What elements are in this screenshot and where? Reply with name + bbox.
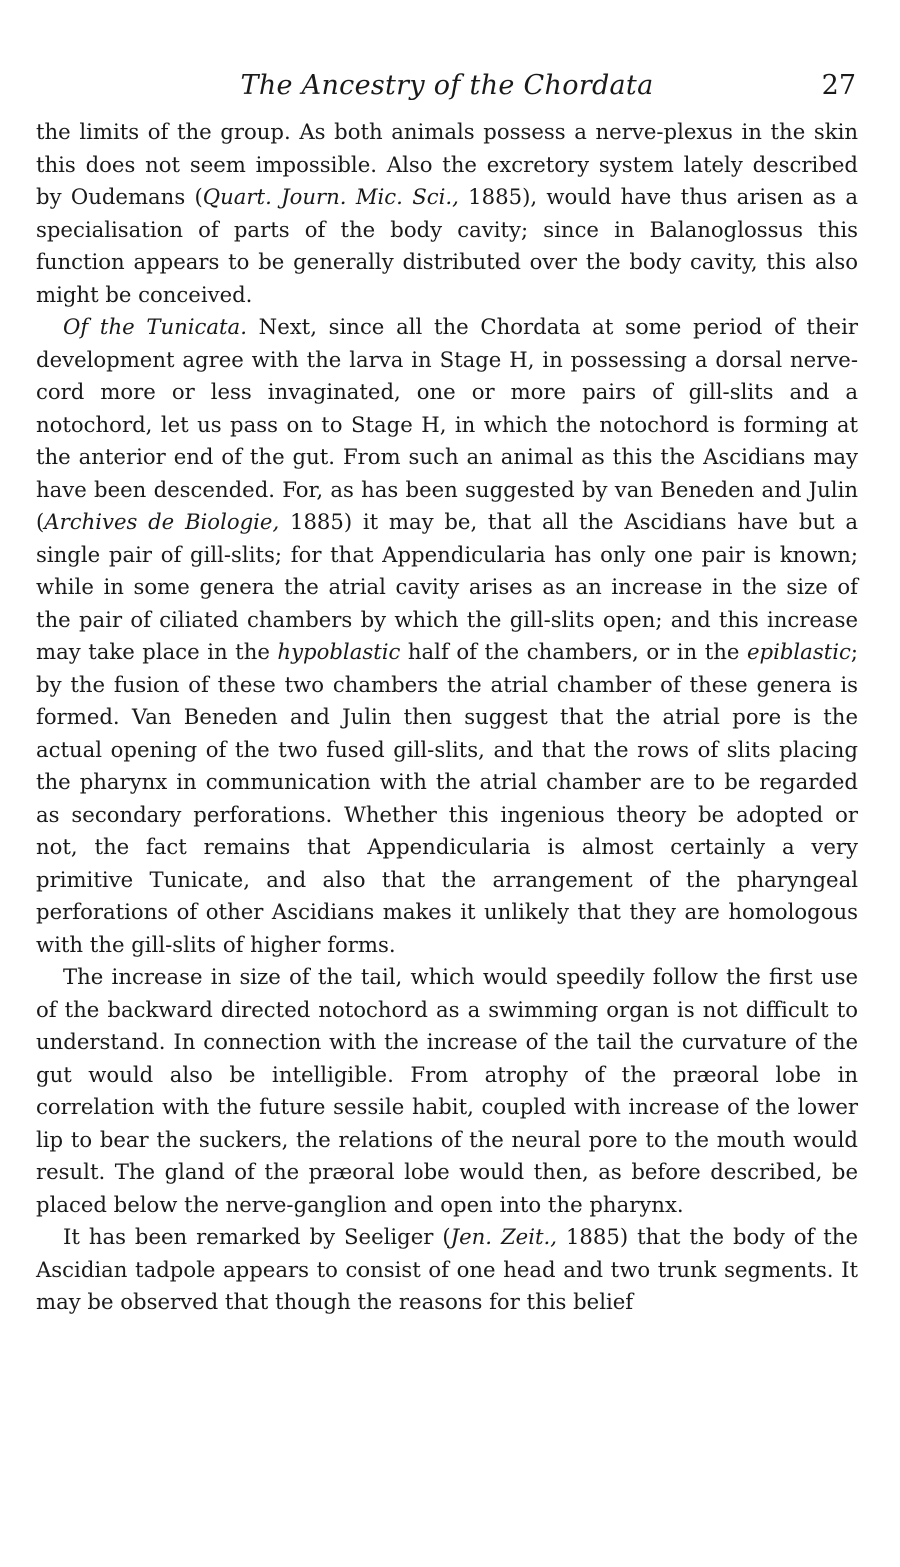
italic-run: Archives de Biologie,	[44, 509, 280, 534]
text-run: The increase in size of the tail, which would speedily follow the first use of the backward directed notochord as a swimming organ is not difficult to understand. In connection with the increase of the tail the curvature of the gut would also be intelligible. From atrophy of the præoral lobe in correlation with the future sessile habit, coupled with increase of the lower lip to bear the suckers, the relations of the neural pore to the mouth would result. The gland of the præoral lobe would then, as before described, be placed below the nerve-ganglion and open into the pharynx.	[36, 964, 858, 1217]
paragraph	[36, 116, 858, 311]
text-run: 1885), would have thus arisen as a specialisation of parts of the body cavity; since in Balanoglossus this function appears to be generally distributed over the body cavity, this also might be conceived.	[36, 184, 858, 307]
italic-run: Of the Tunicata.	[63, 314, 247, 339]
italic-run: epiblastic	[746, 639, 851, 664]
paragraph	[36, 311, 858, 961]
page-number: 27	[821, 70, 856, 101]
text-run: half of the chambers, or in the	[400, 639, 747, 664]
running-title: The Ancestry of the Chordata	[240, 70, 654, 101]
text-run: 1885) that the body of the Ascidian tadpole appears to consist of one head and two trunk segments. It may be observed that though the reasons for this belief	[36, 1224, 858, 1314]
italic-run: Jen. Zeit.,	[450, 1224, 557, 1249]
text-run: It has been remarked by Seeliger (	[63, 1224, 451, 1249]
running-header	[36, 70, 858, 116]
text-run: ; by the fusion of these two chambers the atrial chamber of these genera is formed. Van Beneden and Julin then suggest that the atrial pore is the actual opening of the two fused gill-slits, and that the rows of slits placing the pharynx in communication with the atrial chamber are to be regarded as secondary perforations. Whether this ingenious theory be adopted or not, the fact remains that Appendicularia is almost certainly a very primitive Tunicate, and also that the arrangement of the pharyngeal perforations of other Ascidians makes it unlikely that they are homologous with the gill-slits of higher forms.	[36, 639, 858, 957]
text-run: 1885) it may be, that all the Ascidians have but a single pair of gill-slits; for that Appendicularia has only one pair is known; while in some genera the atrial cavity arises as an increase in the size of the pair of ciliated chambers by which the gill-slits open; and this increase may take place in the	[36, 509, 858, 664]
text-run: the limits of the group. As both animals possess a nerve-plexus in the skin this does not seem impossible. Also the excretory system lately described by Oudemans (	[36, 119, 858, 209]
body-text	[36, 116, 858, 1319]
text-run: Next, since all the Chordata at some period of their development agree with the larva in Stage H, in possessing a dorsal nerve-cord more or less invaginated, one or more pairs of gill-slits and a notochord, let us pass on to Stage H, in which the notochord is forming at the anterior end of the gut. From such an animal as this the Ascidians may have been descended. For, as has been suggested by van Beneden and Julin (	[36, 314, 858, 534]
paragraph	[36, 961, 858, 1221]
book-page	[36, 70, 858, 1319]
paragraph	[36, 1221, 858, 1319]
italic-run: hypoblastic	[277, 639, 401, 664]
italic-run: Quart. Journ. Mic. Sci.,	[202, 184, 459, 209]
